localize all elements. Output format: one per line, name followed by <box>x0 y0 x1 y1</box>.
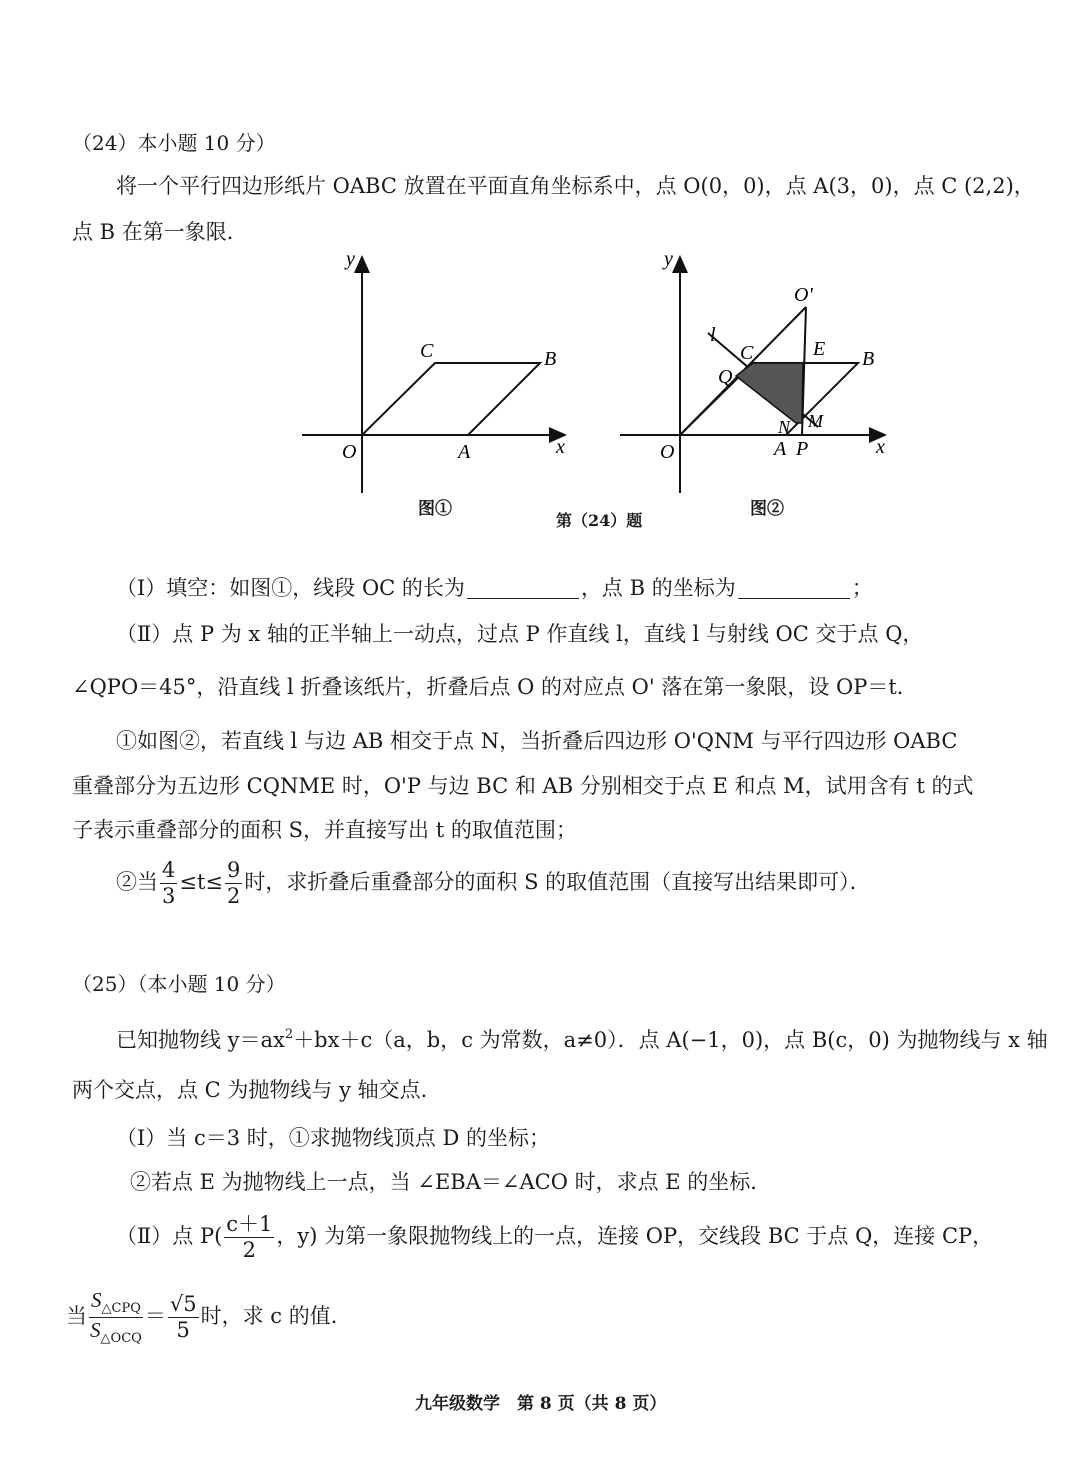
q24-sub2-pre: ②当 <box>116 870 158 894</box>
q24-intro-line1: 将一个平行四边形纸片 OABC 放置在平面直角坐标系中，点 O(0，0)，点 A(3，0)，点 C (2,2)， <box>116 174 1035 198</box>
q24-part2-line2: ∠QPO＝45°，沿直线 l 折叠该纸片，折叠后点 O 的对应点 O' 落在第一象限，设 OP＝t． <box>72 675 918 699</box>
frac-den: 2 <box>242 1238 257 1262</box>
fig2-label-C: C <box>740 342 754 364</box>
fig1-parallelogram <box>362 363 540 435</box>
fig2-overlap-shaded <box>736 363 803 423</box>
fig1-label-x: x <box>556 436 565 458</box>
frac-num: c＋1 <box>226 1212 273 1236</box>
q25-part2-line <box>116 1214 993 1261</box>
q25-last-pre: 当 <box>66 1304 87 1328</box>
q25-last-eq: ＝ <box>144 1304 166 1328</box>
area-subscript: △OCQ <box>100 1331 142 1346</box>
frac-den: 3 <box>162 884 176 908</box>
q25-intro-a: 已知抛物线 y＝ax <box>116 1028 285 1052</box>
fig1-label-B: B <box>544 348 557 370</box>
fig2-label-E: E <box>813 338 826 360</box>
area-subscript: △CPQ <box>101 1301 141 1316</box>
q25-part1: （Ⅰ）当 c＝3 时，①求抛物线顶点 D 的坐标； <box>116 1126 550 1150</box>
fig2-label-Q: Q <box>718 366 733 388</box>
fig2-label-y: y <box>664 248 673 270</box>
q25-intro-line1 <box>116 1028 1048 1051</box>
q24-sub2-mid: ≤t≤ <box>179 870 224 894</box>
q24-part1-a: （Ⅰ）填空：如图①，线段 OC 的长为 <box>116 576 465 600</box>
q25-part1-2: ②若点 E 为抛物线上一点，当 ∠EBA＝∠ACO 时，求点 E 的坐标． <box>130 1170 772 1194</box>
fraction-c-plus-1-over-2 <box>224 1214 274 1261</box>
fig2-caption: 图② <box>750 499 784 519</box>
fig1-label-C: C <box>420 340 434 362</box>
fig2-label-l: l <box>710 324 716 346</box>
q24-part1-c: ； <box>851 576 873 600</box>
q24-part2-line1: （Ⅱ）点 P 为 x 轴的正半轴上一动点，过点 P 作直线 l，直线 l 与射线 OC 交于点 Q， <box>116 622 924 646</box>
fraction-sqrt5-over-5 <box>168 1294 199 1341</box>
figure-1 <box>290 245 590 505</box>
q24-sub1-line1: ①如图②，若直线 l 与边 AB 相交于点 N，当折叠后四边形 O'QNM 与平行四边形 OABC <box>116 729 958 753</box>
figure-caption: 第（24）题 <box>556 511 643 530</box>
q25-last-post: 时，求 c 的值． <box>200 1304 352 1328</box>
q25-intro-line2: 两个交点，点 C 为抛物线与 y 轴交点． <box>72 1078 442 1102</box>
fig2-label-x: x <box>876 436 885 458</box>
q24-sub1-line3: 子表示重叠部分的面积 S，并直接写出 t 的取值范围； <box>72 818 577 842</box>
fig1-label-O: O <box>342 441 357 463</box>
fig1-caption: 图① <box>418 499 452 519</box>
exponent: 2 <box>284 1027 294 1042</box>
q24-part1-line <box>116 578 873 599</box>
q25-last-line <box>66 1290 352 1345</box>
q24-sub1-line2: 重叠部分为五边形 CQNME 时，O'P 与边 BC 和 AB 分别相交于点 E 和点 M，试用含有 t 的式 <box>72 774 974 798</box>
frac-den: 5 <box>176 1318 190 1342</box>
frac-num: √5 <box>169 1292 197 1316</box>
figure-2 <box>610 245 900 505</box>
fraction-4-3 <box>160 860 177 907</box>
fig2-label-N: N <box>778 417 791 437</box>
page-footer: 九年级数学 第 8 页（共 8 页） <box>415 1394 667 1414</box>
fig2-label-A: A <box>774 438 787 460</box>
q24-sub2-line <box>116 860 871 907</box>
q25-header: （25）（本小题 10 分） <box>72 972 286 996</box>
q25-part2-post: ，y) 为第一象限抛物线上的一点，连接 OP，交线段 BC 于点 Q，连接 CP， <box>276 1224 994 1248</box>
frac-den: 2 <box>227 884 241 908</box>
q24-header: （24）本小题 10 分） <box>72 131 276 155</box>
q25-part2-pre: （Ⅱ）点 P( <box>116 1224 223 1248</box>
q24-part1-b: ，点 B 的坐标为 <box>580 576 736 600</box>
fig2-label-Oprime: O' <box>794 284 813 306</box>
answer-blank-oc[interactable] <box>467 578 579 599</box>
q24-intro-line2: 点 B 在第一象限． <box>72 220 248 244</box>
area-symbol: S <box>91 1288 102 1312</box>
q25-intro-b: ＋bx＋c（a，b，c 为常数，a≠0）．点 A(−1，0)，点 B(c，0) 为抛物线与 x 轴 <box>293 1028 1048 1052</box>
fig1-label-A: A <box>458 441 471 463</box>
fig1-label-y: y <box>346 248 355 270</box>
fraction-9-2 <box>225 860 242 907</box>
fig2-label-O: O <box>660 441 675 463</box>
fig2-label-P: P <box>796 438 809 460</box>
frac-num <box>89 1290 143 1318</box>
fig2-label-M: M <box>808 411 823 431</box>
area-symbol: S <box>90 1318 101 1342</box>
fraction-area-ratio <box>89 1290 143 1345</box>
frac-num: 4 <box>162 858 176 882</box>
answer-blank-b[interactable] <box>738 578 850 599</box>
q24-sub2-post: 时，求折叠后重叠部分的面积 S 的取值范围（直接写出结果即可）． <box>244 870 871 894</box>
frac-num: 9 <box>227 858 241 882</box>
frac-den <box>89 1318 143 1345</box>
fig2-label-B: B <box>862 348 875 370</box>
